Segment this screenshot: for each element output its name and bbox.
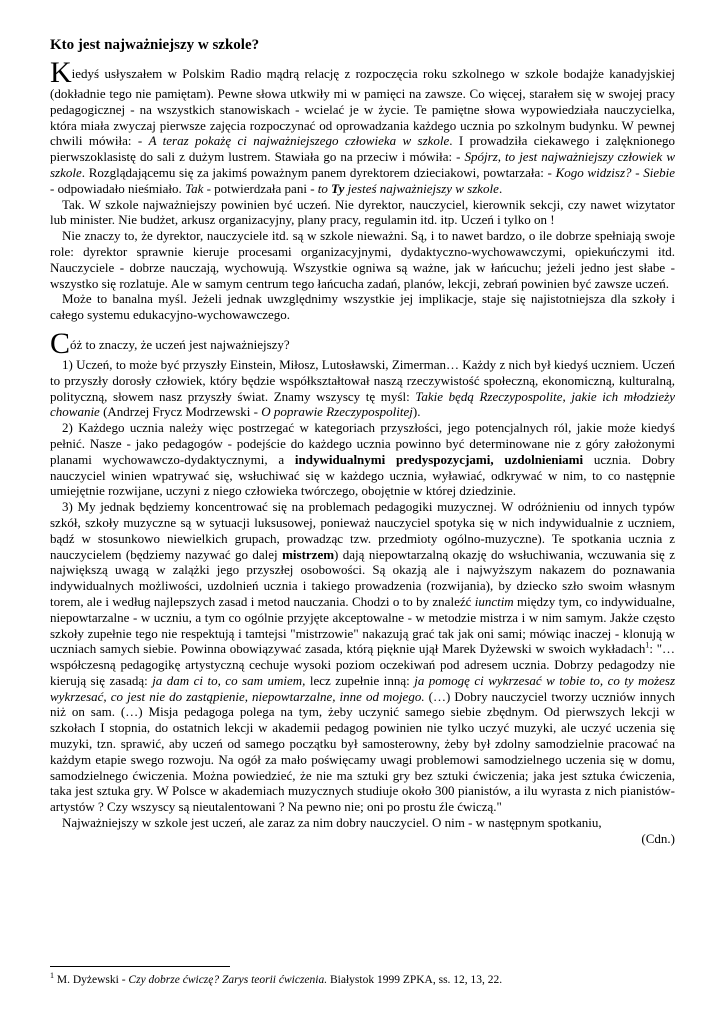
paragraph-2: Tak. W szkole najważniejszy powinien być uczeń. Nie dyrektor, nauczyciel, kierownik sekcji, czy nawet wizytator lub minister. Nie budżet, arkusz organizacyjny, plany pracy, regulamin itd. itp. Uczeń i tylko on ! [50,196,675,228]
continued-marker: (Cdn.) [641,830,675,846]
drop-cap: C [50,326,71,360]
footnote-divider [50,966,230,967]
footnote-ref[interactable]: 1 [645,640,650,650]
paragraph-3: Nie znaczy to, że dyrektor, nauczyciele itd. są w szkole nieważni. Są, i to nawet bardzo, o ile dobrze spełniają swoje role: dyrektor sprawnie kieruje procesami organizacyjnymi, dydaktyczno-wychowawczymi, opiekuńczymi itd. Nauczyciele - dobrze nauczają, wychowują. Wszystkie ogniwa są ważne, jak w łańcuchu; jeżeli jedno jest słabe - wszystko się rozlatuje. Ale w samym centrum tego łańcucha zadań, planów, lekcji, zebrań powinien być zawsze uczeń. [50,228,675,291]
paragraph-4: Może to banalna myśl. Jeżeli jednak uwzględnimy wszystkie jej implikacje, staje się najistotniejsza dla szkoły i całego systemu edukacyjno-wychowawczego. [50,291,675,323]
paragraph-intro: Kiedyś usłyszałem w Polskim Radio mądrą relację z rozpoczęcia roku szkolnego w szkole bodajże kanadyjskiej (dokładnie tego nie pamiętam). Pewne słowa utkwiły mi w pamięci na zawsze. Co więcej, starałem się w swojej pracy pedagogicznej - na wszystkich stanowiskach - wcielać je w życie. Te pamiętne słowa wypowiedziała nauczycielka, która miała zwyczaj pierwsze zajęcia rozpoczynać od oprowadzania każdego ucznia po szkolnym budynku. W pewnej chwili mówiła: - A teraz pokażę ci najważniejszego człowieka w szkole. I prowadziła ciekawego i zalęknionego pierwszoklasistę do sali z dużym lustrem. Stawiała go na przeciw i mówiła: - Spójrz, to jest najważniejszy człowiek w szkole. Rozglądającemu się za jakimś poważnym panem dyrektorem dzieciakowi, powtarzała: - Kogo widzisz? - Siebie - odpowiadało nieśmiało. Tak - potwierdzała pani - to Ty jesteś najważniejszy w szkole. [50,56,675,196]
footnote: $^1$ M. Dyżewski - Czy dobrze ćwiczę? Zarys teorii ćwiczenia. Białystok 1999 ZPKA, ss. 12, 13, 22. [50,971,503,986]
closing-paragraph: Najważniejszy w szkole jest uczeń, ale zaraz za nim dobry nauczyciel. O nim - w następnym spotkaniu, [62,815,602,831]
article-title: Kto jest najważniejszy w szkole? [50,37,260,53]
drop-cap: K [50,56,72,89]
point-3: 3) My jednak będziemy koncentrować się na problemach pedagogiki muzycznej. W odróżnieniu od innych typów szkół, szkoły muzyczne są w sytuacji luksusowej, ponieważ nauczyciel spotyka się w nich indywidualnie z uczniem, bądź w stosunkowo niewielkich grupach, prowadząc tzw. przedmioty ogólno-muzyczne). Te spotkania ucznia z nauczycielem (będziemy nazywać go dalej mistrzem) dają niepowtarzalną okazję do wsłuchiwania, wczuwania się z największą uwagą w zalążki jego przyszłej osobowości. Są okazją ale i najwyższym nakazem do poznawania indywidualnych możliwości, uzdolnień ucznia i takiego prowadzenia (rozwijania), by dziecko szło swoim własnym torem, ale i według najlepszych zasad i metod nauczania. Chodzi o to by znaleźć iunctim między tym, co indywidualne, niepowtarzalne - w uczniu, a tym co ogólnie przyjęte akceptowalne - w metodzie mistrza i w nim samym. Jakże często szkoły zupełnie tego nie respektują i tamtejsi "mistrzowie" nakazują grać tak jak oni sami; mówiąc inaczej - klonują w uczniach samych siebie. Powinna obowiązywać zasada, którą pięknie ujął Marek Dyżewski w swoich wykładach$^1$: "…współczesną pedagogikę artystyczną cechuje wysoki poziom oczekiwań pod adresem ucznia. Dobrzy pedagodzy nie kierują się zasadą: ja dam ci to, co sam umiem, lecz zupełnie inną: ja pomogę ci wykrzesać w tobie to, co ty możesz wykrzesać, co jest nie do zastąpienie, niepowtarzalne, inne od mojego. (…) Dobry nauczyciel tworzy uczniów innych niż on sam. (…) Misja pedagoga polega na tym, żeby uczynić samego siebie zbędnym. Od pierwszych lekcji w szkołach I stopnia, do ostatnich lekcji w akademii pedagog powinien nie tylko uczyć muzyki, ale uczyć uczenia się muzyki, tzn. sprawić, aby uczeń od samego początku był samosterowny, żeby był zdolny samodzielnie pracować na każdym etapie swego rozwoju. Na ogół za mało poświęcamy uwagi problemowi samodzielnego uczenia się w domu, samodzielnego ćwiczenia. Można powiedzieć, że nie ma sztuki gry bez sztuki ćwiczenia; jaka jest sztuka ćwiczenia, taka jest sztuka gry. W Polsce w akademiach muzycznych studiuje około 300 pianistów, a ilu wyrasta z nich pianistów-artystów ? Czy wszyscy są nieutalentowani ? Na pewno nie; oni po prostu źle ćwiczą." [50,499,676,815]
section-question: Cóż to znaczy, że uczeń jest najważniejszy? [50,326,290,360]
point-1: 1) Uczeń, to może być przyszły Einstein, Miłosz, Lutosławski, Zimerman… Każdy z nich był kiedyś uczniem. Uczeń to przyszły dorosły człowiek, który będzie współkształtował naszą rzeczywistość społeczną, ekonomiczną, kulturalną, polityczną, słowem nasz przyszły świat. Znamy wszyscy tę myśl: Takie będą Rzeczypospolite, jakie ich młodzieży chowanie (Andrzej Frycz Modrzewski - O poprawie Rzeczypospolitej). [50,356,675,420]
point-2: 2) Każdego ucznia należy więc postrzegać w kategoriach przyszłości, jego potencjalnych ról, jakie może kiedyś pełnić. Nasze - jako pedagogów - podejście do każdego ucznia powinno być determinowane nie z góry założonymi planami wychowawczo-dydaktycznymi, a indywidualnymi predyspozycjami, uzdolnieniami ucznia. Dobry nauczyciel winien wpatrywać się, wsłuchiwać się w każdego ucznia, wyławiać, odkrywać w nim, to co następnie umiejętnie rozwijane, uczyni z niego człowieka twórczego, obojętnie w której dziedzinie. [50,420,676,499]
